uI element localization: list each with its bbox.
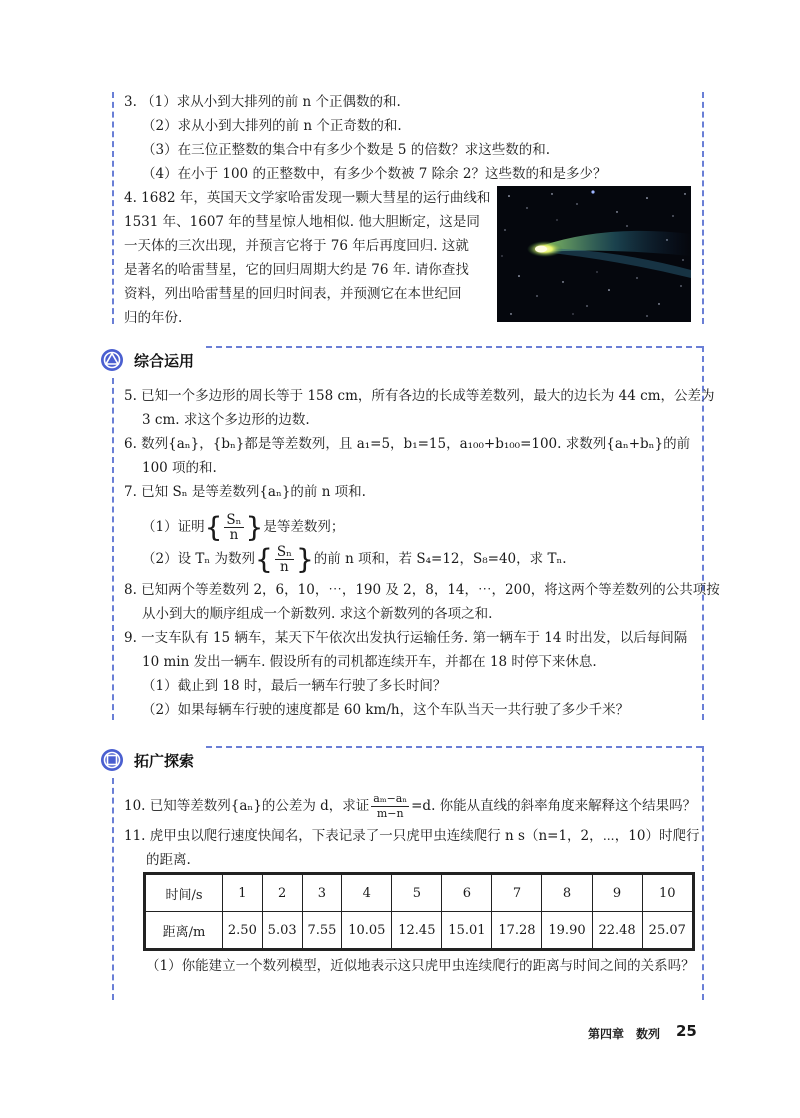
table-cell: 8 — [542, 874, 592, 912]
triangle-circle-icon — [100, 348, 124, 372]
problem-9-line-1: 9. 一支车队有 15 辆车，某天下午依次出发执行运输任务. 第一辆车于 14 时出发，以后每间隔 — [124, 630, 688, 646]
table-cell: 2.50 — [223, 912, 263, 950]
table-cell: 9 — [592, 874, 642, 912]
table-cell: 5.03 — [262, 912, 302, 950]
problem-11-line-2: 的距离. — [146, 852, 191, 868]
section-header-explore — [100, 745, 194, 775]
table-row — [145, 912, 694, 950]
circle-square-icon — [100, 748, 124, 772]
problem-3-line-3: （3）在三位正整数的集合中有多少个数是 5 的倍数？求这些数的和. — [142, 142, 551, 158]
table-header-cell: 距离/m — [145, 912, 223, 950]
table-cell: 19.90 — [542, 912, 592, 950]
table-cell: 10.05 — [342, 912, 392, 950]
table-cell: 15.01 — [442, 912, 492, 950]
data-table — [143, 872, 695, 951]
problem-3-line-2: （2）求从小到大排列的前 n 个正奇数的和. — [142, 118, 402, 134]
table-cell: 5 — [392, 874, 442, 912]
table-cell: 12.45 — [392, 912, 442, 950]
table-cell: 7.55 — [302, 912, 342, 950]
page-number: 25 — [676, 1022, 697, 1040]
table-cell: 22.48 — [592, 912, 642, 950]
problem-6-line-2: 100 项的和. — [142, 460, 217, 476]
table-cell: 3 — [302, 874, 342, 912]
problem-3-line-1: 3. （1）求从小到大排列的前 n 个正偶数的和. — [124, 94, 401, 110]
fraction: $\frac{\text{Sₙ}}{n}$ — [276, 544, 292, 575]
section-header-apply — [100, 345, 194, 375]
problem-11-line-1: 11. 虎甲虫以爬行速度快闻名，下表记录了一只虎甲虫连续爬行 n s（n=1，2，⋯，10）时爬行 — [124, 828, 700, 844]
problem-4-line-3: 一天体的三次出现，并预言它将于 76 年后再度回归. 这就 — [124, 238, 469, 254]
fraction: $\frac{\text{aₘ−aₙ}}{m-n}$ — [373, 792, 408, 820]
table-cell: 6 — [442, 874, 492, 912]
table-cell: 1 — [223, 874, 263, 912]
margin-rule-apply — [112, 378, 114, 720]
table-cell: 2 — [262, 874, 302, 912]
footer-chapter: 第四章 数列 — [588, 1027, 661, 1041]
problem-4-line-1: 4. 1682 年，英国天文学家哈雷发现一颗大彗星的运行曲线和 — [124, 190, 491, 206]
table-cell: 25.07 — [642, 912, 693, 950]
problem-4-line-5: 资料，列出哈雷彗星的回归时间表，并预测它在本世纪回 — [124, 286, 462, 302]
problem-7-part-2: （2）设 Tₙ 为数列{ $\frac{\text{Sₙ}}{n}$ }的前 n 项和，若 S₄=12，S₈=40，求 Tₙ. — [142, 542, 567, 576]
problem-11-question-1: （1）你能建立一个数列模型，近似地表示这只虎甲虫连续爬行的距离与时间之间的关系吗？ — [146, 958, 695, 974]
section-title-apply: 综合运用 — [134, 351, 195, 370]
problem-4-line-6: 归的年份. — [124, 310, 183, 326]
table-header-cell: 时间/s — [145, 874, 223, 912]
problem-5-line-1: 5. 已知一个多边形的周长等于 158 cm，所有各边的长成等差数列，最大的边长为 44 cm，公差为 — [124, 388, 715, 404]
problem-7-line-1: 7. 已知 Sₙ 是等差数列{aₙ}的前 n 项和. — [124, 484, 366, 500]
problem-3-line-4: （4）在小于 100 的正整数中，有多少个数被 7 除余 2？这些数的和是多少？ — [142, 166, 607, 182]
problem-7-part-1: （1）证明{ $\frac{\text{Sₙ}}{n}$ }是等差数列； — [142, 510, 345, 544]
fraction: $\frac{\text{Sₙ}}{n}$ — [226, 512, 242, 543]
table-cell: 10 — [642, 874, 693, 912]
margin-rule-top — [112, 92, 114, 324]
table-row — [145, 874, 694, 912]
problem-9-line-2: 10 min 发出一辆车. 假设所有的司机都连续开车，并都在 18 时停下来休息. — [142, 654, 597, 670]
problem-8-line-1: 8. 已知两个等差数列 2，6，10，⋯，190 及 2，8，14，⋯，200，将这两个等差数列的公共项按 — [124, 582, 720, 598]
problem-9-line-3: （1）截止到 18 时，最后一辆车行驶了多长时间？ — [142, 678, 447, 694]
problem-4-line-4: 是著名的哈雷彗星，它的回归周期大约是 76 年. 请你查找 — [124, 262, 469, 278]
section-rule-apply — [206, 346, 702, 348]
table-cell: 4 — [342, 874, 392, 912]
table-cell: 17.28 — [492, 912, 542, 950]
section-rule-explore — [206, 746, 702, 748]
problem-8-line-2: 从小到大的顺序组成一个新数列. 求这个新数列的各项之和. — [142, 606, 493, 622]
problem-10: 10. 已知等差数列{aₙ}的公差为 d，求证 $\frac{\text{aₘ−aₙ}}{m-n}$ =d. 你能从直线的斜率角度来解释这个结果吗？ — [124, 792, 697, 820]
margin-rule-right-top — [702, 92, 704, 324]
margin-rule-right-explore — [702, 746, 704, 1000]
table-cell: 7 — [492, 874, 542, 912]
comet-photo — [497, 186, 691, 322]
section-title-explore: 拓广探索 — [134, 751, 195, 770]
problem-6-line-1: 6. 数列{aₙ}，{bₙ}都是等差数列，且 a₁=5，b₁=15，a₁₀₀+b₁₀₀=100. 求数列{aₙ+bₙ}的前 — [124, 436, 691, 452]
problem-5-line-2: 3 cm. 求这个多边形的边数. — [142, 412, 310, 428]
problem-9-line-4: （2）如果每辆车行驶的速度都是 60 km/h，这个车队当天一共行驶了多少千米？ — [142, 702, 630, 718]
problem-4-line-2: 1531 年、1607 年的彗星惊人地相似. 他大胆断定，这是同 — [124, 214, 480, 230]
margin-rule-explore — [112, 778, 114, 1000]
